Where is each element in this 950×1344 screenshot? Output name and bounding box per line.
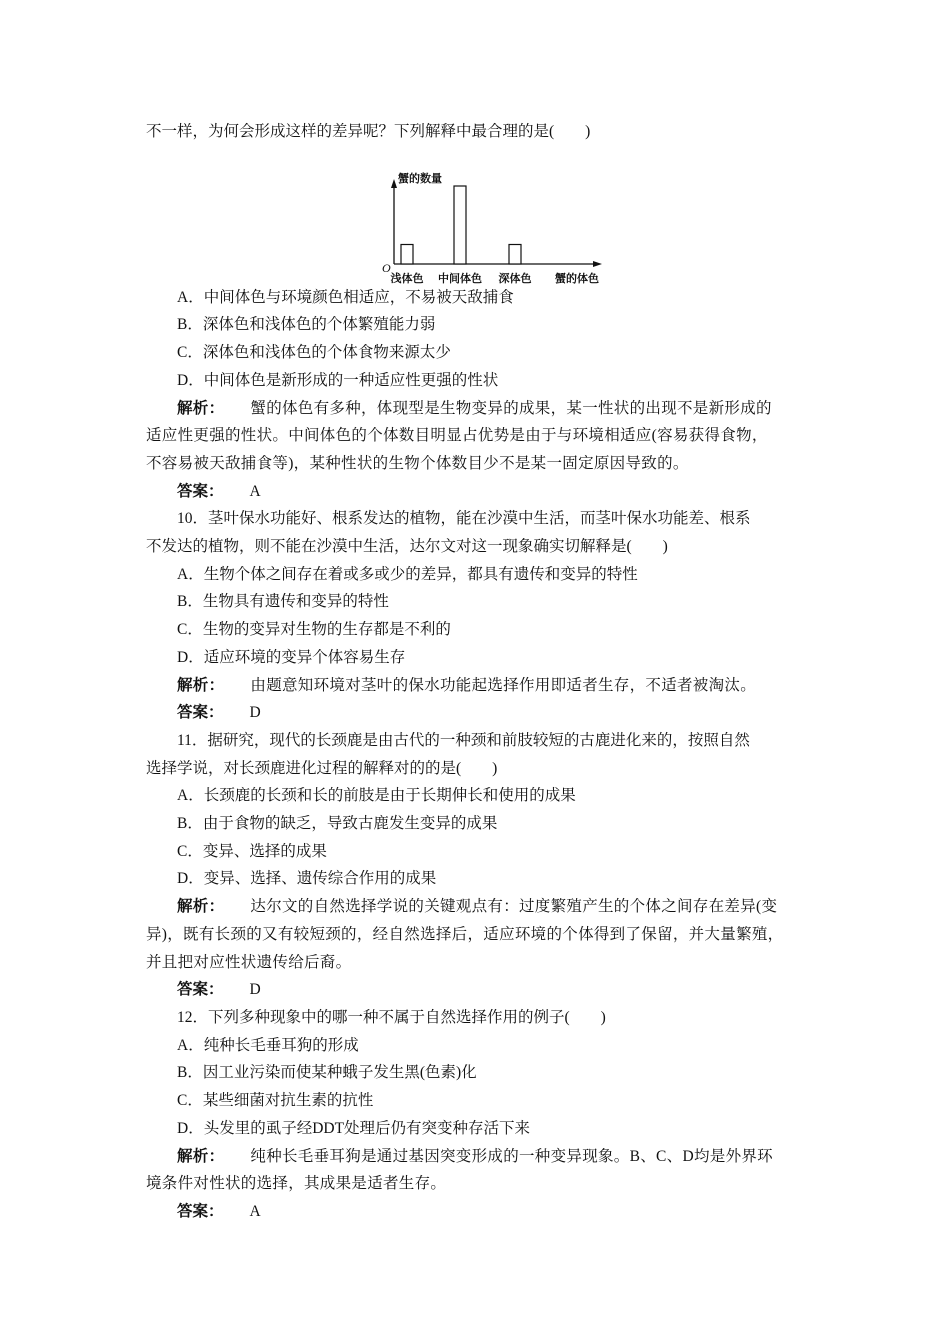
option-c: C．生物的变异对生物的生存都是不利的 [177, 621, 451, 639]
x-axis-label: 蟹的体色 [555, 271, 599, 285]
x-tick-label: 中间体色 [438, 271, 482, 285]
bar-0 [401, 244, 413, 264]
analysis-line [146, 1143, 818, 1171]
question-stem: 12．下列多种现象中的哪一种不属于自然选择作用的例子( ) [177, 1008, 606, 1026]
y-axis-arrow [391, 179, 397, 188]
analysis-label: 解析： [177, 898, 225, 916]
answer-value: A [249, 482, 261, 500]
analysis-line: 并且把对应性状遗传给后裔。 [146, 953, 352, 971]
analysis-line [146, 672, 818, 700]
origin-label: O [382, 260, 391, 275]
question-stem: 选择学说，对长颈鹿进化过程的解释对的的是( ) [146, 759, 498, 777]
option-b: B．深体色和浅体色的个体繁殖能力弱 [177, 316, 436, 334]
bar-1 [454, 186, 466, 264]
analysis-text: 蟹的体色有多种，体现型是生物变异的成果，某一性状的出现不是新形成的 [250, 399, 772, 417]
option-a: A．纯种长毛垂耳狗的形成 [177, 1036, 359, 1054]
option-a: A．长颈鹿的长颈和长的前肢是由于长期伸长和使用的成果 [177, 787, 576, 805]
crab-color-chart-svg [374, 146, 614, 285]
answer-value: A [249, 1202, 261, 1220]
analysis-text: 由题意知环境对茎叶的保水功能起选择作用即适者生存，不适者被淘汰。 [250, 676, 757, 694]
question-stem: 11．据研究，现代的长颈鹿是由古代的一种颈和前肢较短的古鹿进化来的，按照自然 [177, 731, 750, 749]
chart-bars [391, 186, 532, 285]
bar-chart [146, 146, 818, 284]
bar-2 [509, 244, 521, 264]
answer-label: 答案： [177, 981, 224, 999]
y-axis-label: 蟹的数量 [398, 171, 442, 185]
answer-label: 答案： [177, 482, 224, 500]
analysis-line: 适应性更强的性状。中间体色的个体数目明显占优势是由于与环境相适应(容易获得食物， [146, 427, 768, 445]
chart-axes [382, 171, 602, 285]
answer-label: 答案： [177, 704, 224, 722]
x-tick-label: 浅体色 [390, 271, 424, 285]
analysis-text: 达尔文的自然选择学说的关键观点有：过度繁殖产生的个体之间存在差异(变 [250, 898, 778, 916]
question-stem: 不一样，为何会形成这样的差异呢？下列解释中最合理的是( ) [146, 123, 591, 140]
analysis-text: 纯种长毛垂耳狗是通过基因突变形成的一种变异现象。B、C、D均是外界环 [250, 1147, 773, 1165]
option-a: A．中间体色与环境颜色相适应，不易被天敌捕食 [177, 288, 514, 306]
options-q9 [146, 284, 818, 395]
analysis-label: 解析： [177, 399, 225, 417]
answer-line [146, 699, 818, 727]
answer-line [146, 1198, 818, 1226]
option-b: B．由于食物的缺乏，导致古鹿发生变异的成果 [177, 815, 498, 833]
option-c: C．深体色和浅体色的个体食物来源太少 [177, 344, 451, 362]
analysis-line [146, 395, 818, 423]
analysis-line: 异)，既有长颈的又有较短颈的，经自然选择后，适应环境的个体得到了保留，并大量繁殖， [146, 925, 784, 943]
option-b: B．生物具有遗传和变异的特性 [177, 593, 389, 611]
x-axis-arrow [593, 261, 602, 267]
option-d: D．适应环境的变异个体容易生存 [177, 648, 406, 666]
answer-line [146, 976, 818, 1004]
option-a: A．生物个体之间存在着或多或少的差异，都具有遗传和变异的特性 [177, 565, 638, 583]
analysis-line: 不容易被天敌捕食等)，某种性状的生物个体数目少不是某一固定原因导致的。 [146, 454, 689, 472]
answer-label: 答案： [177, 1202, 224, 1220]
question-stem: 10．茎叶保水功能好、根系发达的植物，能在沙漠中生活，而茎叶保水功能差、根系 [177, 510, 751, 528]
option-d: D．中间体色是新形成的一种适应性更强的性状 [177, 371, 499, 389]
analysis-line: 境条件对性状的选择，其成果是适者生存。 [146, 1175, 447, 1193]
option-d: D．变异、选择、遗传综合作用的成果 [177, 870, 437, 888]
option-d: D．头发里的虱子经DDT处理后仍有突变种存活下来 [177, 1119, 531, 1137]
answer-line [146, 478, 818, 506]
answer-value: D [249, 981, 261, 999]
analysis-label: 解析： [177, 676, 225, 694]
option-c: C．变异、选择的成果 [177, 842, 327, 860]
option-c: C．某些细菌对抗生素的抗性 [177, 1092, 374, 1110]
document-page [146, 118, 818, 1226]
question-stem: 不发达的植物，则不能在沙漠中生活，达尔文对这一现象确实切解释是( ) [146, 538, 668, 556]
analysis-line [146, 893, 818, 921]
answer-value: D [249, 704, 261, 722]
analysis-label: 解析： [177, 1147, 225, 1165]
x-tick-label: 深体色 [498, 271, 532, 285]
option-b: B．因工业污染而使某种蛾子发生黑(色素)化 [177, 1064, 477, 1082]
